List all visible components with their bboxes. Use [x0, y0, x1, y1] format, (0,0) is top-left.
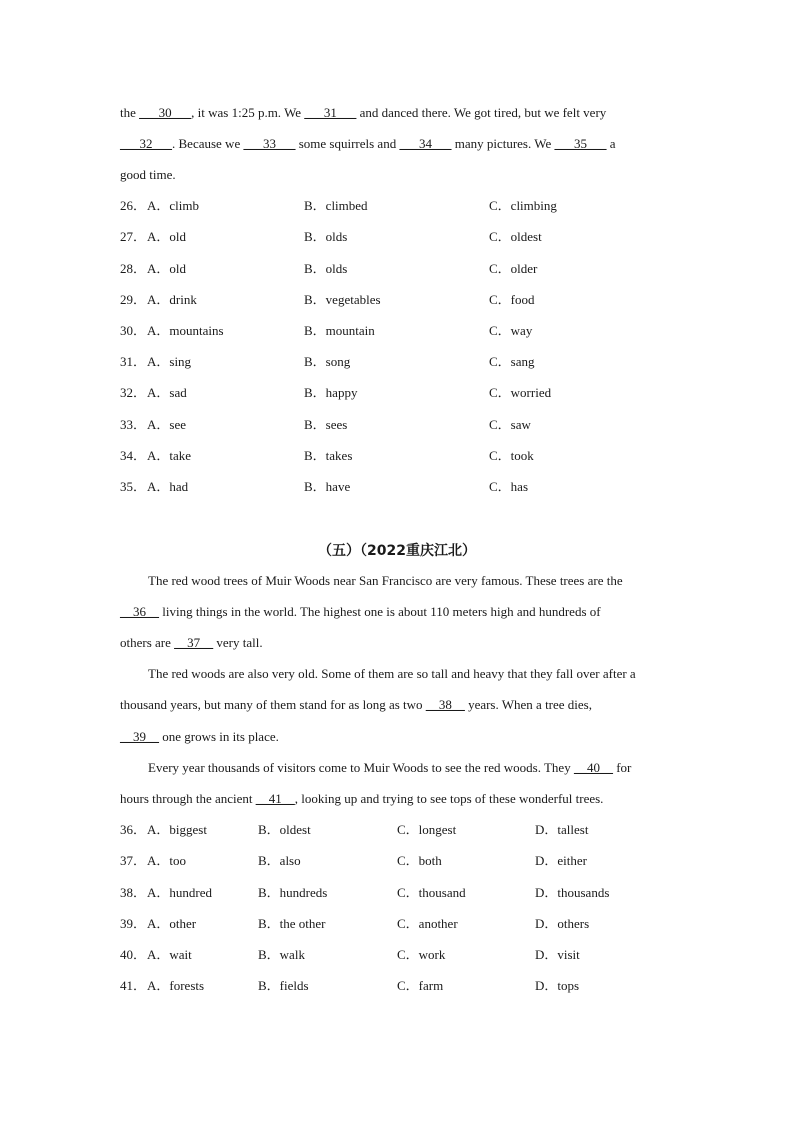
- option-a: A．old: [147, 229, 187, 244]
- option-c: C．took: [489, 448, 534, 463]
- option-b: B．mountain: [304, 323, 375, 338]
- blank-41: __41__: [255, 791, 295, 806]
- option-a: A．biggest: [147, 822, 207, 837]
- text: Every year thousands of visitors come to Muir Woods to see the red woods. They: [148, 760, 574, 775]
- option-a: A．sing: [147, 354, 192, 369]
- blank-31: ___31___: [304, 105, 357, 120]
- passage-line: [120, 697, 592, 713]
- text: some squirrels and: [295, 136, 400, 151]
- option-b: B．fields: [258, 978, 309, 993]
- text: The red woods are also very old. Some of them are so tall and heavy that they fall over after a: [148, 666, 636, 681]
- option-c: C．another: [397, 916, 458, 931]
- blank-40: __40__: [573, 760, 613, 775]
- blank-32: ___32___: [120, 136, 172, 151]
- text: and danced there. We got tired, but we felt very: [356, 105, 607, 120]
- text: hours through the ancient: [120, 791, 256, 806]
- section-title: （五）（2022重庆江北）: [318, 543, 476, 559]
- text: living things in the world. The highest one is about 110 meters high and hundreds of: [159, 604, 601, 619]
- blank-35: ___35___: [554, 136, 607, 151]
- text: . Because we: [172, 136, 244, 151]
- option-b: B．have: [304, 479, 351, 494]
- text: very tall.: [213, 635, 263, 650]
- option-a: A．mountains: [147, 323, 224, 338]
- text: many pictures. We: [451, 136, 555, 151]
- passage-line: [120, 136, 616, 152]
- option-b: B．happy: [304, 385, 358, 400]
- question-number: 35．: [120, 479, 147, 494]
- option-d: D．either: [535, 853, 587, 868]
- text: , looking up and trying to see tops of these wonderful trees.: [294, 791, 604, 806]
- passage-line: [120, 105, 606, 121]
- option-a: A．had: [147, 479, 189, 494]
- question-number: 31．: [120, 354, 147, 369]
- passage-line: [148, 666, 636, 682]
- passage-line: [120, 791, 603, 807]
- option-b: B．the other: [258, 916, 326, 931]
- text: years. When a tree dies,: [464, 697, 592, 712]
- blank-37: __37__: [174, 635, 214, 650]
- text: The red wood trees of Muir Woods near San Francisco are very famous. These trees are the: [148, 573, 623, 588]
- question-number: 30．: [120, 323, 147, 338]
- blank-36: __36__: [120, 604, 159, 619]
- option-b: B．olds: [304, 229, 348, 244]
- question-number: 29．: [120, 292, 147, 307]
- option-c: C．both: [397, 853, 442, 868]
- blank-30: ___30___: [139, 105, 192, 120]
- passage-line: [120, 729, 279, 745]
- text: the: [120, 105, 140, 120]
- option-c: C．worried: [489, 385, 552, 400]
- option-d: D．tallest: [535, 822, 589, 837]
- question-number: 40．: [120, 947, 147, 962]
- question-number: 39．: [120, 916, 147, 931]
- question-number: 28．: [120, 261, 147, 276]
- text: thousand years, but many of them stand for as long as two: [120, 697, 426, 712]
- option-a: A．wait: [147, 947, 192, 962]
- option-c: C．saw: [489, 417, 531, 432]
- option-c: C．older: [489, 261, 538, 276]
- question-number: 32．: [120, 385, 147, 400]
- option-a: A．take: [147, 448, 192, 463]
- option-b: B．walk: [258, 947, 305, 962]
- passage-line: [120, 604, 601, 620]
- blank-38: __38__: [425, 697, 465, 712]
- question-number: 37．: [120, 853, 147, 868]
- text: good time.: [120, 167, 176, 182]
- option-a: A．hundred: [147, 885, 212, 900]
- blank-33: ___33___: [243, 136, 296, 151]
- option-d: D．thousands: [535, 885, 610, 900]
- question-number: 26．: [120, 198, 147, 213]
- option-b: B．also: [258, 853, 301, 868]
- option-c: C．has: [489, 479, 529, 494]
- question-number: 38．: [120, 885, 147, 900]
- option-b: B．takes: [304, 448, 353, 463]
- option-a: A．other: [147, 916, 197, 931]
- option-b: B．vegetables: [304, 292, 381, 307]
- text: a: [606, 136, 616, 151]
- option-b: B．olds: [304, 261, 348, 276]
- option-b: B．climbed: [304, 198, 368, 213]
- option-d: D．visit: [535, 947, 580, 962]
- option-d: D．tops: [535, 978, 580, 993]
- option-b: B．hundreds: [258, 885, 328, 900]
- text: others are: [120, 635, 175, 650]
- option-b: B．oldest: [258, 822, 311, 837]
- option-a: A．forests: [147, 978, 205, 993]
- option-c: C．climbing: [489, 198, 557, 213]
- question-number: 36．: [120, 822, 147, 837]
- option-c: C．way: [489, 323, 533, 338]
- option-c: C．sang: [489, 354, 535, 369]
- option-a: A．drink: [147, 292, 197, 307]
- question-number: 27．: [120, 229, 147, 244]
- question-number: 33．: [120, 417, 147, 432]
- option-d: D．others: [535, 916, 590, 931]
- passage-line: [120, 167, 176, 183]
- option-b: B．sees: [304, 417, 348, 432]
- option-c: C．oldest: [489, 229, 542, 244]
- question-number: 41．: [120, 978, 147, 993]
- option-b: B．song: [304, 354, 351, 369]
- text: , it was 1:25 p.m. We: [191, 105, 305, 120]
- option-a: A．climb: [147, 198, 199, 213]
- option-a: A．too: [147, 853, 187, 868]
- option-c: C．food: [489, 292, 535, 307]
- option-a: A．sad: [147, 385, 187, 400]
- question-number: 34．: [120, 448, 147, 463]
- option-c: C．longest: [397, 822, 457, 837]
- blank-39: __39__: [120, 729, 159, 744]
- passage-line: [120, 635, 263, 651]
- passage-line: [148, 573, 623, 589]
- option-c: C．work: [397, 947, 446, 962]
- text: one grows in its place.: [159, 729, 279, 744]
- blank-34: ___34___: [399, 136, 452, 151]
- option-c: C．farm: [397, 978, 444, 993]
- option-a: A．see: [147, 417, 186, 432]
- text: for: [612, 760, 632, 775]
- option-c: C．thousand: [397, 885, 466, 900]
- option-a: A．old: [147, 261, 187, 276]
- passage-line: [148, 760, 631, 776]
